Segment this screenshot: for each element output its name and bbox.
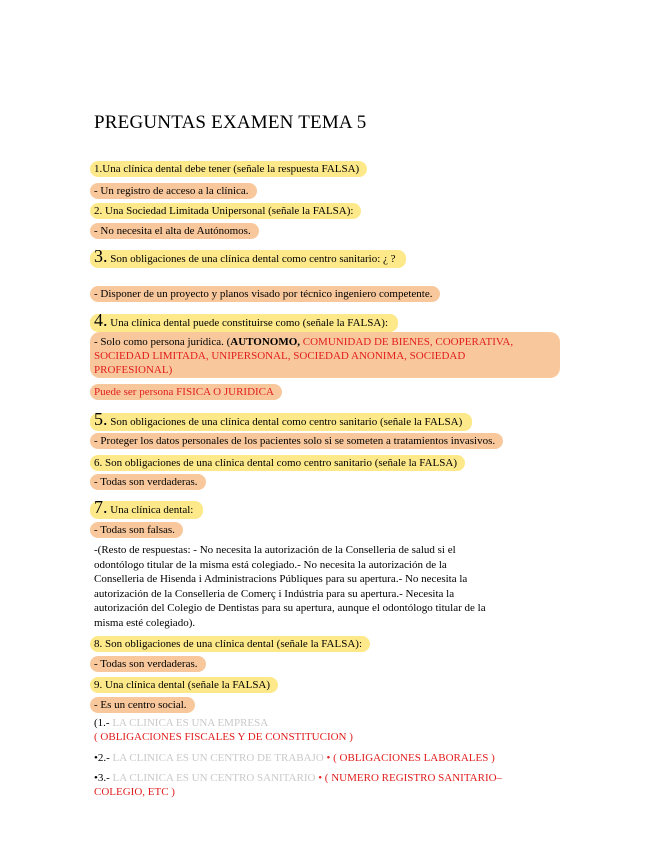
q9-item-3: •3.- LA CLINICA ES UN CENTRO SANITARIO • ( NUMERO REGISTRO SANITARIO–: [94, 772, 503, 784]
question-5: 5. Son obligaciones de una clínica dental como centro sanitario (señale la FALSA): [94, 412, 472, 429]
explanation-line: autorización de la Conselleria de Comerç i Indústria para su apertura.- Necesita la: [94, 587, 455, 600]
question-8: 8. Son obligaciones de una clínica dental (señale la FALSA):: [94, 637, 370, 651]
answer-3: - Disponer de un proyecto y planos visado por técnico ingeniero competente.: [94, 287, 440, 301]
answer-2: - No necesita el alta de Autónomos.: [94, 224, 259, 238]
answer-7: - Todas son falsas.: [94, 523, 183, 537]
explanation-line: autorización del Colegio de Dentistas para su apertura, aunque el odontólogo titular de la: [94, 602, 486, 614]
explanation-line: misma esté colegiado).: [94, 616, 196, 629]
q9-item-3-obligations: COLEGIO, ETC ): [94, 786, 175, 798]
question-4: 4. Una clínica dental puede constituirse como (señale la FALSA):: [94, 313, 398, 330]
question-9: 9. Una clínica dental (señale la FALSA): [94, 678, 278, 692]
question-6: 6. Son obligaciones de una clínica dental como centro sanitario (señale la FALSA): [94, 456, 465, 470]
explanation-line: odontólogo titular de la misma está colegiado.- No necesita la autorización de la: [94, 558, 447, 571]
q9-item-1: (1.- LA CLINICA ES UNA EMPRESA: [94, 717, 269, 729]
q9-item-2: •2.- LA CLINICA ES UN CENTRO DE TRABAJO • ( OBLIGACIONES LABORALES ): [94, 752, 495, 764]
q9-item-1-obligations: ( OBLIGACIONES FISCALES Y DE CONSTITUCION ): [94, 731, 353, 743]
answer-4-note: Puede ser persona FISICA O JURIDICA: [94, 385, 282, 399]
answer-4-line-2: SOCIEDAD LIMITADA, UNIPERSONAL, SOCIEDAD ANONIMA, SOCIEDAD: [94, 350, 466, 362]
explanation-line: -(Resto de respuestas: - No necesita la autorización de la Conselleria de salud si el: [94, 544, 456, 556]
question-1: 1.Una clínica dental debe tener (señale la respuesta FALSA): [94, 162, 367, 176]
question-7: 7. Una clínica dental:: [94, 500, 203, 517]
answer-4-line-1: - Solo como persona jurídica. (AUTONOMO, COMUNIDAD DE BIENES, COOPERATIVA,: [94, 336, 514, 348]
answer-7-explanation: [94, 543, 570, 630]
page-title: PREGUNTAS EXAMEN TEMA 5: [94, 112, 367, 133]
question-2: 2. Una Sociedad Limitada Unipersonal (señale la FALSA):: [94, 204, 361, 218]
question-3: 3. Son obligaciones de una clínica dental como centro sanitario: ¿ ?: [94, 249, 406, 266]
answer-5: - Proteger los datos personales de los pacientes solo si se someten a tratamientos invasivos.: [94, 434, 503, 448]
answer-9: - Es un centro social.: [94, 698, 195, 712]
answer-8: - Todas son verdaderas.: [94, 657, 206, 671]
answer-6: - Todas son verdaderas.: [94, 475, 206, 489]
answer-1: - Un registro de acceso a la clínica.: [94, 184, 257, 198]
answer-4-line-3: PROFESIONAL): [94, 364, 173, 376]
explanation-line: Conselleria de Hisenda i Administracions Públiques para su apertura.- No necesita la: [94, 573, 468, 585]
